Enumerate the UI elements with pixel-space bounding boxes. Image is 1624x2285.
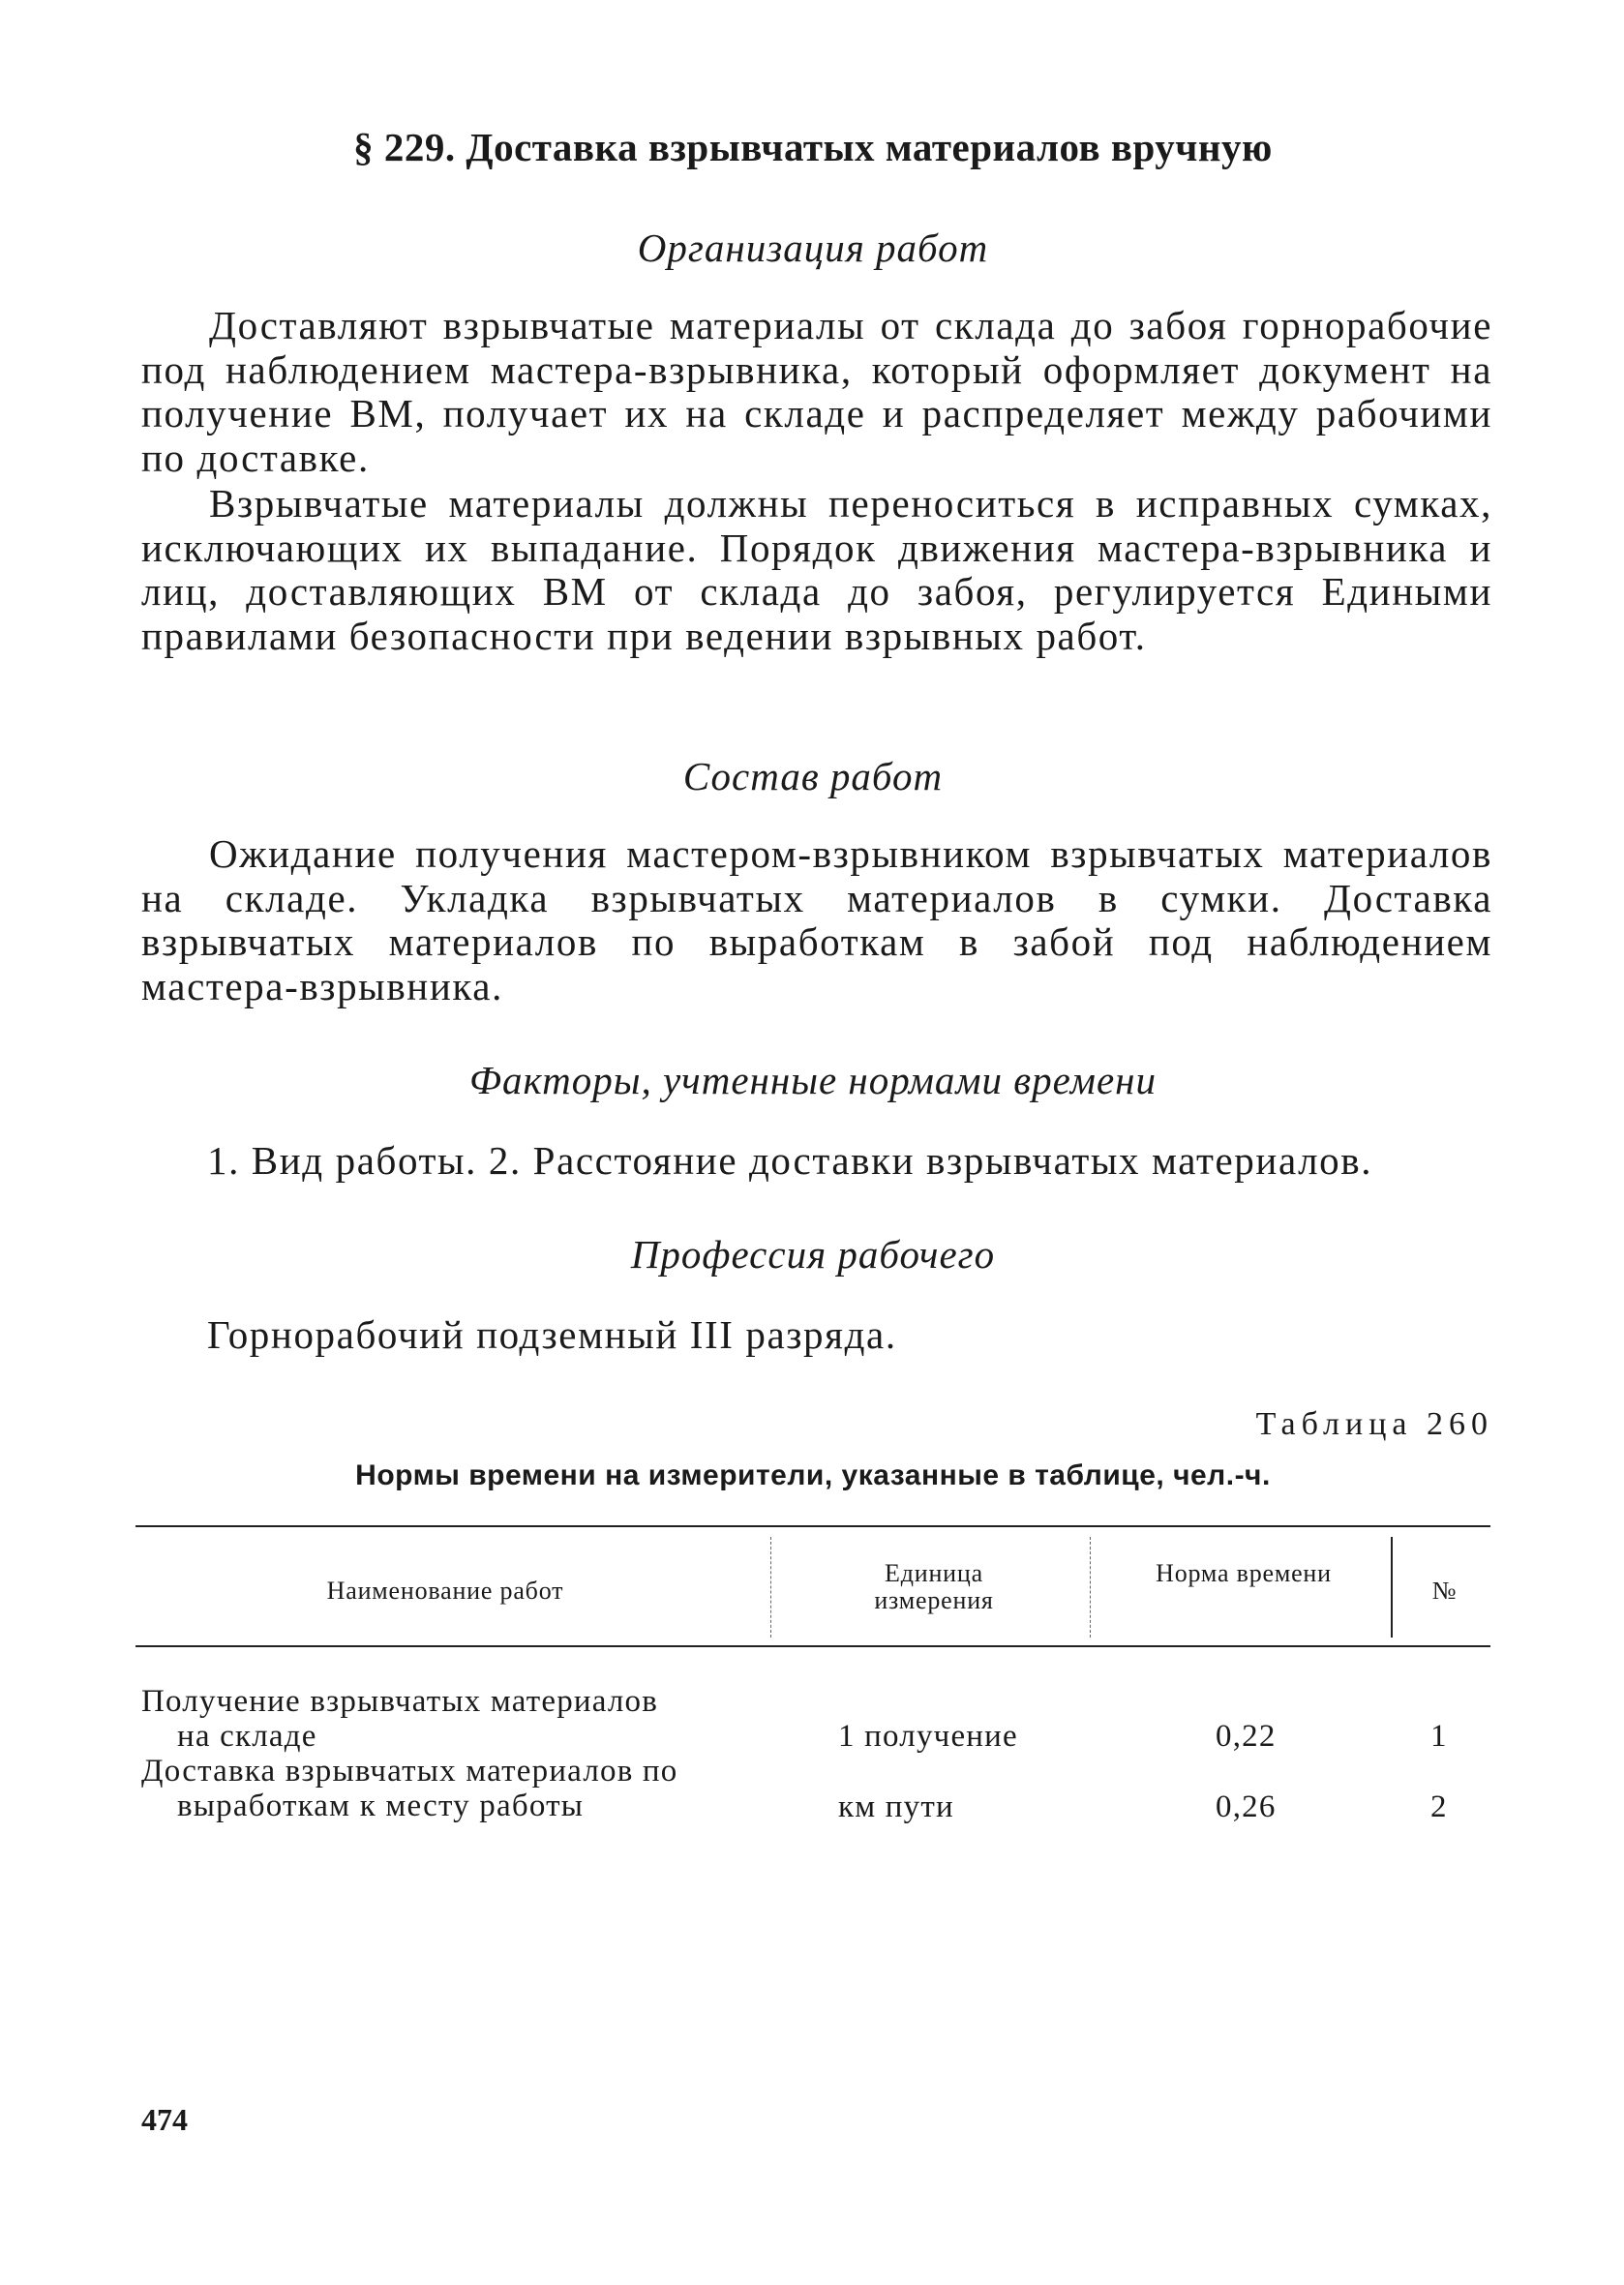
organization-paragraph-1: Доставляют взрывчатые материалы от склада до забоя горнорабочие под наблюдением мастера-взрывника, который оформляет документ на получение ВМ, получает их на складе и распределяет между рабочими по доставке. — [141, 303, 1492, 480]
factors-text: 1. Вид работы. 2. Расстояние доставки взрывчатых материалов. — [207, 1138, 1373, 1183]
row-unit: км пути — [838, 1789, 954, 1824]
row-unit: 1 получение — [838, 1719, 1018, 1754]
row-norm: 0,22 — [1216, 1719, 1277, 1754]
header-number: № — [1431, 1577, 1458, 1605]
header-name-of-works: Наименование работ — [326, 1577, 564, 1605]
factors-heading: Факторы, учтенные нормами времени — [468, 1058, 1157, 1102]
table-top-rule — [135, 1525, 1490, 1527]
row-name-line-1: Получение взрывчатых материалов — [141, 1684, 659, 1719]
profession-text: Горнорабочий подземный III разряда. — [207, 1312, 897, 1357]
composition-paragraph: Ожидание получения мастером-взрывником взрывчатых материалов на складе. Укладка взрывчатых материалов в сумки. Доставка взрывчатых материалов по выработкам в забой под наблюдением мастера-взрывника. — [141, 831, 1492, 1008]
row-number: 2 — [1430, 1789, 1448, 1824]
section-title: § 229. Доставка взрывчатых материалов вручную — [353, 125, 1273, 169]
organization-paragraph-2: Взрывчатые материалы должны переноситься в исправных сумках, исключающих их выпадание. Порядок движения мастера-взрывника и лиц, доставляющих ВМ от склада до забоя, регулируется Едиными правилами безопасности при ведении взрывных работ. — [141, 481, 1492, 658]
table-header-rule — [135, 1645, 1490, 1647]
table-caption: Нормы времени на измерители, указанные в таблице, чел.-ч. — [355, 1459, 1271, 1491]
row-name-line-1: Доставка взрывчатых материалов по — [141, 1754, 678, 1789]
organization-heading: Организация работ — [637, 225, 989, 270]
table-label: Таблица 260 — [1255, 1406, 1493, 1442]
profession-heading: Профессия рабочего — [630, 1232, 996, 1277]
header-unit: Единица измерения — [874, 1559, 994, 1614]
page-number: 474 — [141, 2102, 188, 2137]
row-number: 1 — [1430, 1719, 1448, 1754]
row-name-line-2: выработкам к месту работы — [177, 1789, 585, 1823]
table-row — [141, 1754, 761, 1823]
row-norm: 0,26 — [1216, 1789, 1277, 1824]
table-column-divider — [1090, 1537, 1091, 1638]
table-column-divider — [770, 1537, 771, 1638]
table-row — [141, 1684, 761, 1754]
header-norm: Норма времени — [1156, 1559, 1332, 1587]
table-column-divider — [1391, 1537, 1393, 1638]
row-name-line-2: на складе — [177, 1719, 317, 1754]
composition-heading: Состав работ — [682, 754, 944, 798]
